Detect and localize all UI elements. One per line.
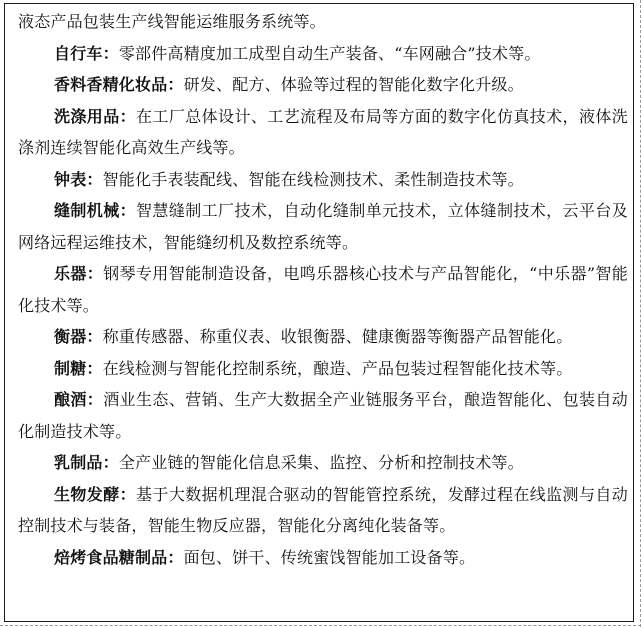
paragraph-musical-instruments (18, 258, 628, 321)
paragraph-bicycle (18, 38, 628, 70)
paragraph-text: 钢琴专用智能制造设备，电鸣乐器核心技术与产品智能化，“中乐器”智能化技术等。 (18, 264, 628, 315)
paragraph-term: 生物发酵： (54, 484, 137, 504)
paragraph-liquor (18, 384, 628, 447)
paragraph-term: 制糖： (54, 358, 103, 378)
paragraph-watches (18, 164, 628, 196)
paragraph-text: 称重传感器、称重仪表、收银衡器、健康衡器等衡器产品智能化。 (102, 327, 573, 346)
paragraph-text: 在线检测与智能化控制系统，酿造、产品包装过程智能化技术等。 (102, 358, 573, 378)
paragraph-continuation (18, 6, 628, 38)
document-body (18, 6, 628, 573)
paragraph-sewing-machinery (18, 195, 628, 258)
paragraph-term: 乳制品： (54, 453, 119, 472)
paragraph-text: 酒业生态、营销、生产大数据全产业链服务平台，酿造智能化、包装自动化制造技术等。 (18, 390, 628, 441)
paragraph-term: 自行车： (54, 43, 119, 63)
paragraph-text: 全产业链的智能化信息采集、监控、分析和控制技术等。 (118, 453, 524, 472)
paragraph-text: 面包、饼干、传统蜜饯智能加工设备等。 (183, 547, 476, 567)
paragraph-term: 钟表： (54, 169, 103, 189)
page-edge-bottom (0, 625, 641, 626)
paragraph-weighing-instruments (18, 321, 628, 353)
paragraph-fragrance-cosmetics (18, 69, 628, 101)
paragraph-bio-fermentation (18, 479, 628, 542)
paragraph-text: 研发、配方、体验等过程的智能化数字化升级。 (183, 75, 524, 94)
paragraph-text: 智能化手表装配线、智能在线检测技术、柔性制造技术等。 (102, 169, 524, 189)
paragraph-text: 零部件高精度加工成型自动生产装备、“车网融合”技术等。 (118, 43, 541, 63)
paragraph-detergents (18, 101, 628, 164)
paragraph-text: 在工厂总体设计、工艺流程及布局等方面的数字化仿真技术，液体洗涤剂连续智能化高效生产线等。 (18, 106, 628, 157)
paragraph-dairy (18, 447, 628, 479)
paragraph-term: 衡器： (54, 327, 103, 346)
paragraph-term: 缝制机械： (54, 201, 137, 220)
paragraph-bakery-confectionery (18, 542, 628, 574)
paragraph-term: 焙烤食品糖制品： (54, 547, 184, 567)
paragraph-term: 洗涤用品： (54, 106, 137, 126)
paragraph-text: 基于大数据机理混合驱动的智能管控系统，发酵过程在线监测与自动控制技术与装备，智能生物反应器，智能化分离纯化装备等。 (18, 484, 628, 535)
paragraph-term: 酿酒： (54, 390, 104, 409)
paragraph-term: 乐器： (54, 264, 104, 283)
paragraph-text: 液态产品包装生产线智能运维服务系统等。 (18, 12, 326, 31)
paragraph-text: 智慧缝制工厂技术，自动化缝制单元技术，立体缝制技术，云平台及网络远程运维技术，智能缝纫机及数控系统等。 (18, 201, 628, 252)
paragraph-sugar (18, 353, 628, 385)
paragraph-term: 香料香精化妆品： (54, 75, 184, 94)
